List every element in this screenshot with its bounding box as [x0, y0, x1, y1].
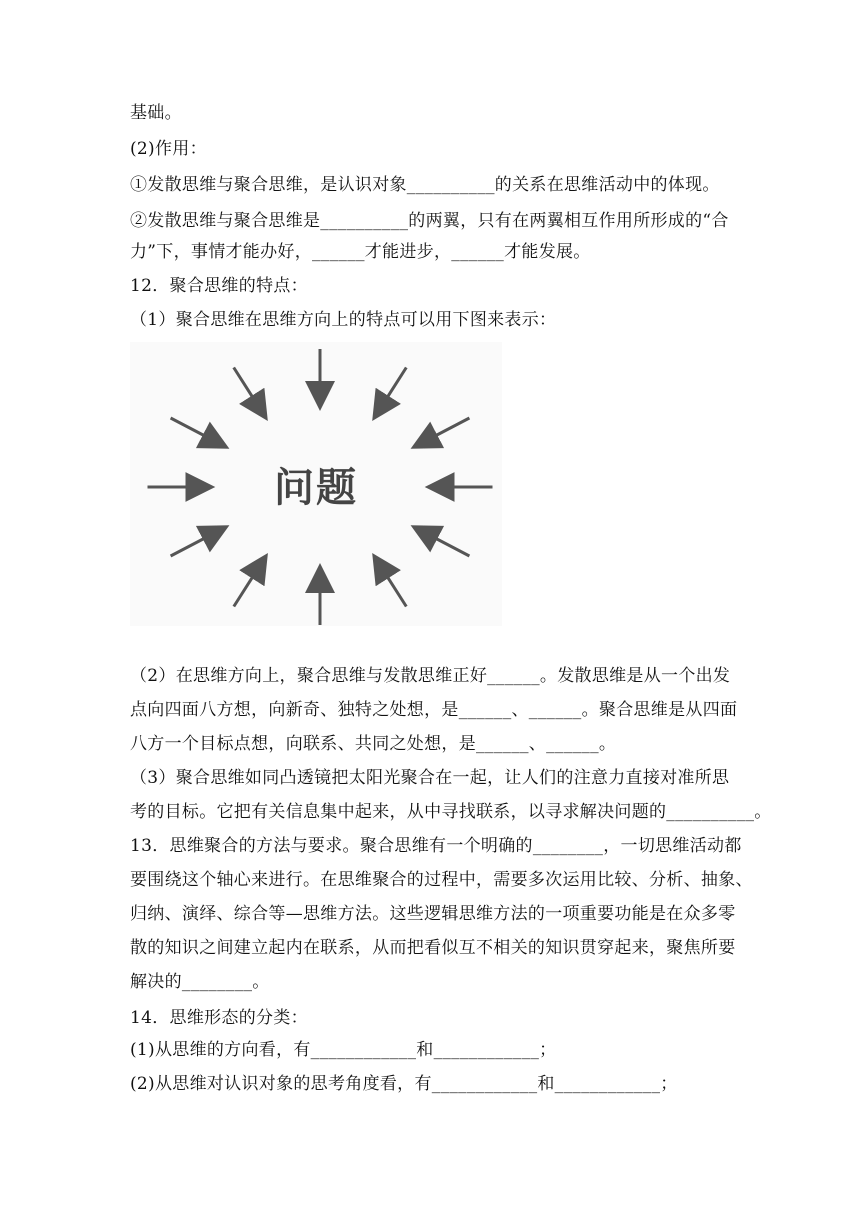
inward-arrow-icon [234, 368, 265, 417]
inward-arrow-icon [171, 418, 225, 446]
text-line-16: 散的知识之间建立起内在联系，从而把看似互不相关的知识贯穿起来，聚焦所要 [130, 938, 736, 958]
text-line-3: ①发散思维与聚合思维，是认识对象__________的关系在思维活动中的体现。 [130, 175, 720, 195]
text-line-15: 归纳、演绎、综合等—思维方法。这些逻辑思维方法的一项重要功能是在众多零 [130, 904, 736, 924]
inward-arrow-icon [416, 418, 470, 446]
text-line-5: 力”下，事情才能办好，______才能进步，______才能发展。 [130, 242, 591, 262]
inward-arrow-icon [171, 528, 225, 556]
inward-arrow-icon [416, 528, 470, 556]
text-line-13: 13．思维聚合的方法与要求。聚合思维有一个明确的________，一切思维活动都 [130, 836, 742, 856]
text-line-2: (2)作用： [130, 139, 207, 159]
inward-arrow-icon [375, 368, 406, 417]
center-label-problem: 问题 [274, 464, 358, 511]
text-line-18: 14．思维形态的分类： [130, 1008, 308, 1028]
text-line-20: (2)从思维对认识对象的思考角度看，有____________和____________； [130, 1074, 678, 1094]
text-line-6: 12．聚合思维的特点： [130, 276, 308, 296]
convergent-thinking-diagram [130, 342, 502, 626]
text-line-14: 要围绕这个轴心来进行。在思维聚合的过程中，需要多次运用比较、分析、抽象、 [130, 870, 753, 890]
arrows-svg [130, 342, 502, 626]
text-line-17: 解决的________。 [130, 972, 270, 992]
text-line-1: 基础。 [130, 103, 182, 123]
text-line-7: （1）聚合思维在思维方向上的特点可以用下图来表示： [130, 310, 557, 330]
text-line-10: 八方一个目标点想，向联系、共同之处想，是______、______。 [130, 734, 617, 754]
text-line-19: (1)从思维的方向看，有____________和____________； [130, 1040, 557, 1060]
text-line-8: （2）在思维方向上，聚合思维与发散思维正好______。发散思维是从一个出发 [130, 666, 731, 686]
text-line-12: 考的目标。它把有关信息集中起来，从中寻找联系，以寻求解决问题的__________。 [130, 802, 772, 822]
text-line-4: ②发散思维与聚合思维是__________的两翼，只有在两翼相互作用所形成的“合 [130, 211, 729, 231]
inward-arrow-icon [234, 558, 265, 607]
inward-arrow-icon [375, 558, 406, 607]
text-line-11: （3）聚合思维如同凸透镜把太阳光聚合在一起，让人们的注意力直接对准所思 [130, 768, 730, 788]
text-line-9: 点向四面八方想，向新奇、独特之处想，是______、______。聚合思维是从四面 [130, 700, 738, 720]
